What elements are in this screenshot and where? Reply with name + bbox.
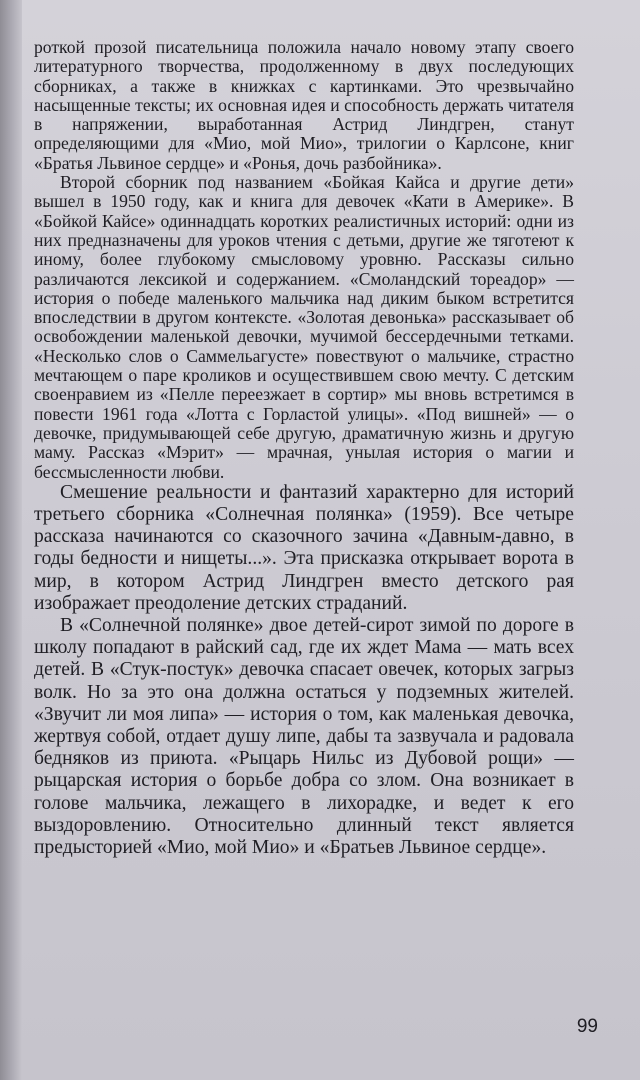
book-spine-shadow — [0, 0, 22, 1080]
paragraph-2: Второй сборник под названием «Бойкая Кайса и другие дети» вышел в 1950 году, как и книга для девочек «Кати в Америке». В «Бойкой Кайсе» одиннадцать коротких реалистичных историй: одни из них предназначены для уроков чтения с детьми, другие же тяготеют к иному, более глубокому смысловому уровню. Рассказы сильно различаются лексикой и содержанием. «Смоландский тореадор» — история о победе маленького мальчика над диким быком встретится впоследствии в другом контексте. «Золотая девонька» рассказывает об освобождении маленькой девочки, мучимой бессердечными тетками. «Несколько слов о Саммельагусте» повествуют о мальчике, страстно мечтающем о паре кроликов и осуществившем свою мечту. С детским своенравием из «Пелле переезжает в сортир» мы вновь встретимся в повести 1961 года «Лотта с Горластой улицы». «Под вишней» — о девочке, придумывающей себе другую, драматичную жизнь и другую маму. Рассказ «Мэрит» — мрачная, унылая история о магии и бессмысленности любви. — [34, 172, 574, 482]
paragraph-1: роткой прозой писательница положила начало новому этапу своего литературного творчества, продолженному в двух последующих сборниках, а также в книжках с картинками. Это чрезвычайно насыщенные тексты; их основная идея и способность держать читателя в напряжении, выработанная Астрид Линдгрен, станут определяющими для «Мио, мой Мио», трилогии о Карлсоне, книг «Братья Львиное сердце» и «Ронья, дочь разбойника». — [34, 37, 574, 173]
paragraph-3: Смешение реальности и фантазий характерно для историй третьего сборника «Солнечная полянка» (1959). Все четыре рассказа начинаются со сказочного зачина «Давным-давно, в годы бедности и нищеты...». Эта присказка открывает ворота в мир, в котором Астрид Линдгрен вместо детского рая изображает преодоление детских страданий. — [34, 481, 574, 614]
body-text — [34, 38, 574, 859]
paragraph-4: В «Солнечной полянке» двое детей-сирот зимой по дороге в школу попадают в райский сад, где их ждет Мама — мать всех детей. В «Стук-постук» девочка спасает овечек, которых загрыз волк. Но за это она должна остаться у подземных жителей. «Звучит ли моя липа» — история о том, как маленькая девочка, жертвуя собой, отдает душу липе, дабы та зазвучала и радовала бедняков из приюта. «Рыцарь Нильс из Дубовой рощи» — рыцарская история о борьбе добра со злом. Она возникает в голове мальчика, лежащего в лихорадке, и ведет к его выздоровлению. Относительно длинный текст является предысторией «Мио, мой Мио» и «Братьев Львиное сердце». — [34, 615, 574, 859]
page-number: 99 — [576, 1016, 598, 1037]
